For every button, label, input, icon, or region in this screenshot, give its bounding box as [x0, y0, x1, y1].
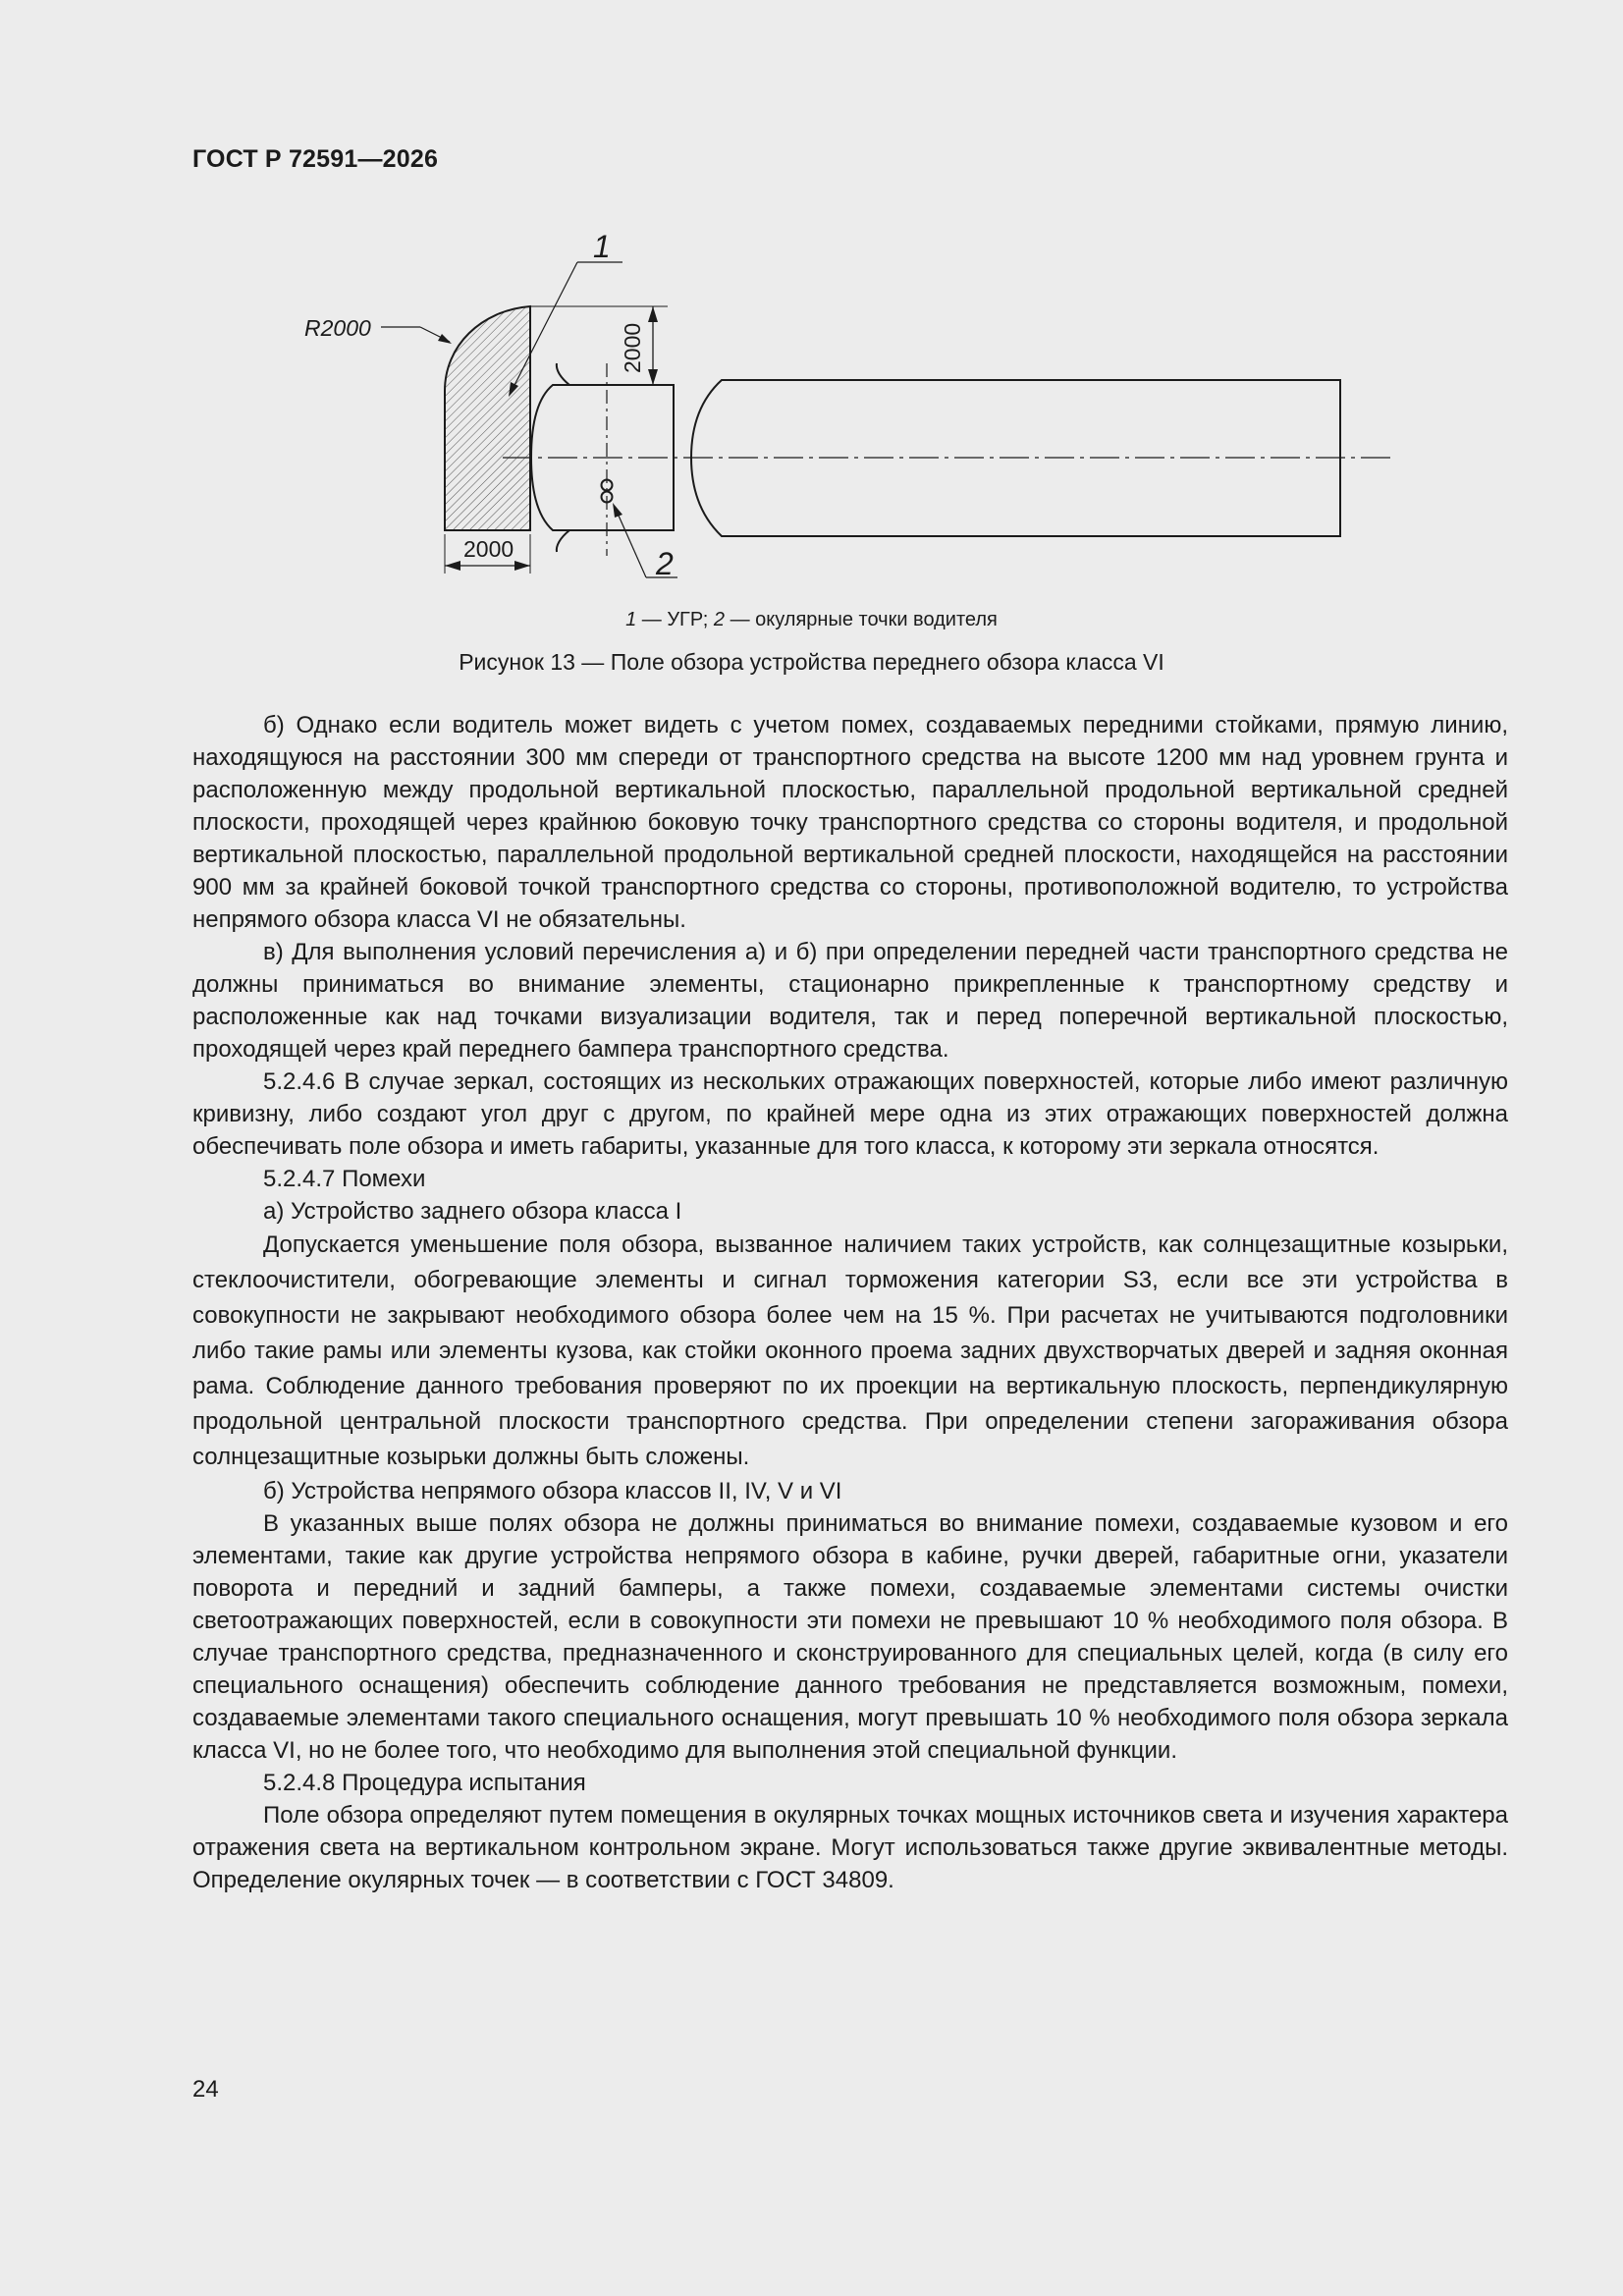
paragraph-b-exception: б) Однако если водитель может видеть с учетом помех, создаваемых передними стойками, прямую линию, находящуюся на расстоянии 300 мм спереди от транспортного средства на высоте 1200 мм над уровнем грунта и расположенную между продольной вертикальной плоскостью, параллельной продольной вертикальной средней плоскости, проходящей через крайнюю боковую точку транспортного средства со стороны водителя, и продольной вертикальной плоскостью, параллельной продольной вертикальной средней плоскости, находящейся на расстоянии 900 мм за крайней боковой точкой транспортного средства со стороны, противоположной водителю, то устройства непрямого обзора класса VI не обязательны.: [192, 712, 1508, 933]
callout-1: 1: [593, 229, 611, 264]
dimension-width-label: 2000: [463, 536, 514, 562]
legend-number-1: 1: [625, 609, 637, 630]
field-of-view-area: [445, 306, 530, 530]
figure-legend: [0, 609, 1623, 631]
paragraph-5-2-4-6: 5.2.4.6 В случае зеркал, состоящих из нескольких отражающих поверхностей, которые либо имеют различную кривизну, либо создают угол друг с другом, по крайней мере одна из этих отражающих поверхностей должна обеспечивать поле обзора и иметь габариты, указанные для того класса, к которому эти зеркала относятся.: [192, 1068, 1508, 1160]
document-code-header: ГОСТ Р 72591—2026: [192, 145, 439, 173]
callout-2: 2: [656, 546, 674, 581]
page-number: 24: [192, 2076, 219, 2103]
left-mirror: [557, 363, 569, 385]
figure-caption: Рисунок 13 — Поле обзора устройства переднего обзора класса VI: [459, 649, 1164, 675]
paragraph-class-i-obstructions: Допускается уменьшение поля обзора, вызванное наличием таких устройств, как солнцезащитные козырьки, стеклоочистители, обогревающие элементы и сигнал торможения категории S3, если все эти устройства в совокупности не закрывают необходимого обзора более чем на 15 %. При расчетах не учитываются подголовники либо такие рамы или элементы кузова, как стойки оконного проема задних двухстворчатых дверей и задняя оконная рама. Соблюдение данного требования проверяют по их проекции на вертикальную плоскость, перпендикулярную продольной центральной плоскости транспортного средства. При определении степени загораживания обзора солнцезащитные козырьки должны быть сложены.: [192, 1231, 1508, 1470]
legend-text-2: — окулярные точки водителя: [725, 609, 998, 630]
heading-class-i: а) Устройство заднего обзора класса I: [263, 1198, 682, 1225]
radius-label: R2000: [304, 315, 371, 341]
paragraph-test-procedure: Поле обзора определяют путем помещения в окулярных точках мощных источников света и изучения характера отражения света на вертикальном контрольном экране. Могут использоваться также другие эквивалентные методы. Определение окулярных точек — в соответствии с ГОСТ 34809.: [192, 1802, 1508, 1893]
legend-number-2: 2: [713, 609, 726, 630]
heading-5-2-4-8: 5.2.4.8 Процедура испытания: [263, 1770, 586, 1796]
right-mirror: [557, 530, 569, 552]
heading-5-2-4-7: 5.2.4.7 Помехи: [263, 1166, 426, 1192]
legend-text-1: — УГР;: [636, 609, 714, 630]
paragraph-v-front-part: в) Для выполнения условий перечисления а) и б) при определении передней части транспортного средства не должны приниматься во внимание элементы, стационарно прикрепленные к транспортному средству и расположенные как над точками визуализации водителя, так и перед поперечной вертикальной плоскостью, проходящей через край переднего бампера транспортного средства.: [192, 939, 1508, 1063]
dimension-height-label: 2000: [620, 322, 645, 373]
figure-13-diagram: [0, 216, 1623, 609]
heading-classes-ii-iv-v-vi: б) Устройства непрямого обзора классов II, IV, V и VI: [263, 1478, 842, 1504]
body-text: [192, 709, 1508, 1896]
paragraph-classes-obstructions: В указанных выше полях обзора не должны приниматься во внимание помехи, создаваемые кузовом и его элементами, такие как другие устройства непрямого обзора в кабине, ручки дверей, габаритные огни, указатели поворота и передний и задний бамперы, а также помехи, создаваемые элементами системы очистки светоотражающих поверхностей, если в совокупности эти помехи не превышают 10 % необходимого поля обзора. В случае транспортного средства, предназначенного и сконструированного для специальных целей, когда (в силу его специального оснащения) обеспечить соблюдение данного требования не представляется возможным, помехи, создаваемые элементами такого специального оснащения, могут превышать 10 % необходимого поля обзора зеркала класса VI, но не более того, что необходимо для выполнения этой специальной функции.: [192, 1510, 1508, 1764]
